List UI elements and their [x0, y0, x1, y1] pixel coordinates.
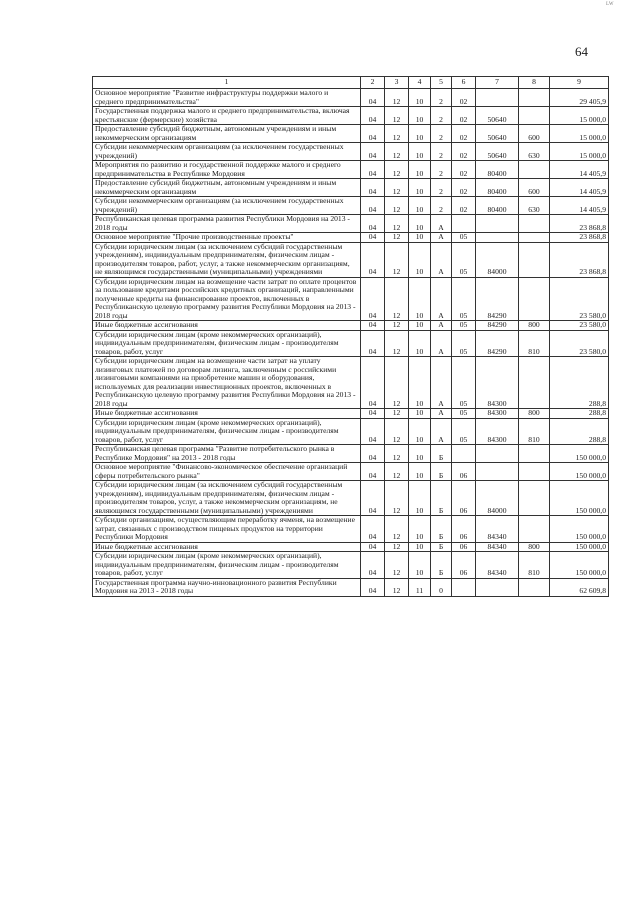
amount-cell: 62 609,8 [550, 578, 609, 596]
row-name-cell: Субсидии юридическим лицам (кроме некоммерческих организаций), индивидуальным предпринимателям, физическим лицам - производителям товаров, работ, услуг [93, 418, 361, 445]
row-name-cell: Основное мероприятие "Развитие инфраструктуры поддержки малого и среднего предпринимательства" [93, 89, 361, 107]
col5-code-cell: А [431, 242, 452, 277]
corner-mark: ᴸᵂ [606, 0, 614, 9]
col4-code-cell: 10 [409, 542, 431, 552]
col3-code-cell: 12 [385, 463, 409, 481]
table-row [93, 125, 609, 143]
col7-code-cell: 84290 [476, 330, 519, 357]
table-row [93, 463, 609, 481]
row-name-cell: Мероприятия по развитию и государственной поддержке малого и среднего предпринимательства в Республике Мордовия [93, 161, 361, 179]
col6-code-cell: 02 [452, 161, 476, 179]
col5-code-cell: 2 [431, 107, 452, 125]
col5-code-cell: 2 [431, 125, 452, 143]
table-row [93, 330, 609, 357]
amount-cell: 23 868,8 [550, 242, 609, 277]
col3-code-cell: 12 [385, 89, 409, 107]
col8-code-cell: 600 [519, 125, 550, 143]
column-header: 3 [385, 77, 409, 89]
col3-code-cell: 12 [385, 418, 409, 445]
col6-code-cell: 02 [452, 179, 476, 197]
col2-code-cell: 04 [361, 143, 385, 161]
budget-table [92, 76, 609, 597]
col8-code-cell: 810 [519, 418, 550, 445]
col2-code-cell: 04 [361, 516, 385, 543]
col8-code-cell [519, 357, 550, 409]
col6-code-cell: 02 [452, 89, 476, 107]
col4-code-cell: 10 [409, 409, 431, 419]
col2-code-cell: 04 [361, 233, 385, 243]
col8-code-cell: 800 [519, 321, 550, 331]
table-row [93, 321, 609, 331]
col2-code-cell: 04 [361, 125, 385, 143]
col3-code-cell: 12 [385, 321, 409, 331]
table-row [93, 578, 609, 596]
col2-code-cell: 04 [361, 161, 385, 179]
col7-code-cell [476, 233, 519, 243]
amount-cell: 150 000,0 [550, 481, 609, 516]
col7-code-cell: 84340 [476, 516, 519, 543]
table-row [93, 516, 609, 543]
page-number: 64 [575, 44, 588, 59]
col7-code-cell: 80400 [476, 179, 519, 197]
col5-code-cell: А [431, 215, 452, 233]
column-header: 2 [361, 77, 385, 89]
col3-code-cell: 12 [385, 242, 409, 277]
col6-code-cell: 06 [452, 516, 476, 543]
amount-cell: 288,8 [550, 418, 609, 445]
col4-code-cell: 10 [409, 481, 431, 516]
col8-code-cell [519, 463, 550, 481]
col8-code-cell [519, 445, 550, 463]
col5-code-cell: А [431, 418, 452, 445]
col8-code-cell [519, 89, 550, 107]
column-header: 8 [519, 77, 550, 89]
col4-code-cell: 10 [409, 125, 431, 143]
col4-code-cell: 10 [409, 179, 431, 197]
col7-code-cell: 84340 [476, 542, 519, 552]
col2-code-cell: 04 [361, 197, 385, 215]
table-row [93, 233, 609, 243]
col2-code-cell: 04 [361, 578, 385, 596]
col3-code-cell: 12 [385, 233, 409, 243]
col2-code-cell: 04 [361, 89, 385, 107]
column-header: 6 [452, 77, 476, 89]
col3-code-cell: 12 [385, 552, 409, 579]
amount-cell: 23 868,8 [550, 215, 609, 233]
col8-code-cell [519, 277, 550, 321]
header-row [93, 77, 609, 89]
col6-code-cell: 06 [452, 463, 476, 481]
amount-cell: 23 580,0 [550, 277, 609, 321]
col2-code-cell: 04 [361, 277, 385, 321]
amount-cell: 15 000,0 [550, 107, 609, 125]
table-row [93, 552, 609, 579]
col4-code-cell: 10 [409, 107, 431, 125]
row-name-cell: Субсидии юридическим лицам (за исключением субсидий государственным учреждениям), индивидуальным предпринимателям, физическим лицам - производителям товаров, работ, услуг, а также некоммерческим организациям, не являющимся государственными (муниципальными) учреждениями [93, 242, 361, 277]
row-name-cell: Субсидии юридическим лицам (кроме некоммерческих организаций), индивидуальным предпринимателям, физическим лицам - производителям товаров, работ, услуг [93, 330, 361, 357]
col4-code-cell: 10 [409, 357, 431, 409]
col3-code-cell: 12 [385, 179, 409, 197]
col3-code-cell: 12 [385, 357, 409, 409]
col3-code-cell: 12 [385, 481, 409, 516]
col2-code-cell: 04 [361, 242, 385, 277]
col8-code-cell [519, 107, 550, 125]
col8-code-cell [519, 242, 550, 277]
col8-code-cell: 600 [519, 179, 550, 197]
col2-code-cell: 04 [361, 330, 385, 357]
col2-code-cell: 04 [361, 409, 385, 419]
col4-code-cell: 10 [409, 215, 431, 233]
col8-code-cell: 800 [519, 542, 550, 552]
col7-code-cell: 50640 [476, 143, 519, 161]
col6-code-cell: 05 [452, 357, 476, 409]
amount-cell: 14 405,9 [550, 161, 609, 179]
col4-code-cell: 11 [409, 578, 431, 596]
col4-code-cell: 10 [409, 463, 431, 481]
amount-cell: 15 000,0 [550, 143, 609, 161]
table-row [93, 481, 609, 516]
col6-code-cell: 06 [452, 481, 476, 516]
col4-code-cell: 10 [409, 143, 431, 161]
col4-code-cell: 10 [409, 445, 431, 463]
col8-code-cell [519, 215, 550, 233]
col6-code-cell [452, 445, 476, 463]
col6-code-cell: 05 [452, 277, 476, 321]
col2-code-cell: 04 [361, 418, 385, 445]
col6-code-cell: 05 [452, 418, 476, 445]
col5-code-cell: Б [431, 552, 452, 579]
col2-code-cell: 04 [361, 357, 385, 409]
column-header: 9 [550, 77, 609, 89]
row-name-cell: Республиканская целевая программа "Развитие потребительского рынка в Республике Мордовия" на 2013 - 2018 годы [93, 445, 361, 463]
amount-cell: 150 000,0 [550, 445, 609, 463]
col6-code-cell: 02 [452, 107, 476, 125]
col7-code-cell: 84000 [476, 242, 519, 277]
col7-code-cell: 80400 [476, 197, 519, 215]
col8-code-cell [519, 233, 550, 243]
table-row [93, 107, 609, 125]
table-row [93, 418, 609, 445]
amount-cell: 23 580,0 [550, 330, 609, 357]
row-name-cell: Предоставление субсидий бюджетным, автономным учреждениям и иным некоммерческим организациям [93, 179, 361, 197]
row-name-cell: Субсидии юридическим лицам на возмещение части затрат на уплату лизинговых платежей по договорам лизинга, заключенным с российскими лизинговыми компаниями на приобретение машин и оборудования, используемых для реализации инвестиционных проектов, включенных в Республиканскую целевую программу развития Республики Мордовия на 2013 - 2018 годы [93, 357, 361, 409]
col7-code-cell: 50640 [476, 107, 519, 125]
col6-code-cell: 06 [452, 552, 476, 579]
row-name-cell: Субсидии юридическим лицам (за исключением субсидий государственным учреждениям), индивидуальным предпринимателям, физическим лицам - производителям товаров, услуг, а также некоммерческим организациям, не являющимся государственными (муниципальными) учреждениями [93, 481, 361, 516]
col3-code-cell: 12 [385, 516, 409, 543]
col7-code-cell [476, 463, 519, 481]
col3-code-cell: 12 [385, 197, 409, 215]
table-row [93, 179, 609, 197]
row-name-cell: Субсидии некоммерческим организациям (за исключением государственных учреждений) [93, 197, 361, 215]
col2-code-cell: 04 [361, 215, 385, 233]
column-header: 5 [431, 77, 452, 89]
col5-code-cell: А [431, 330, 452, 357]
table-row [93, 277, 609, 321]
amount-cell: 15 000,0 [550, 125, 609, 143]
col7-code-cell [476, 215, 519, 233]
col6-code-cell: 05 [452, 321, 476, 331]
col8-code-cell [519, 516, 550, 543]
col5-code-cell: Б [431, 481, 452, 516]
col5-code-cell: Б [431, 542, 452, 552]
col3-code-cell: 12 [385, 107, 409, 125]
row-name-cell: Иные бюджетные ассигнования [93, 321, 361, 331]
row-name-cell: Субсидии организациям, осуществляющим переработку ячменя, на возмещение затрат, связанных с производством пищевых продуктов на территории Республики Мордовия [93, 516, 361, 543]
col4-code-cell: 10 [409, 552, 431, 579]
col4-code-cell: 10 [409, 418, 431, 445]
table-row [93, 409, 609, 419]
col7-code-cell [476, 578, 519, 596]
table-row [93, 161, 609, 179]
col7-code-cell: 84340 [476, 552, 519, 579]
col3-code-cell: 12 [385, 143, 409, 161]
col5-code-cell: А [431, 277, 452, 321]
col5-code-cell: Б [431, 445, 452, 463]
col5-code-cell: 2 [431, 143, 452, 161]
table-body [93, 89, 609, 597]
table-row [93, 445, 609, 463]
row-name-cell: Субсидии некоммерческим организациям (за исключением государственных учреждений) [93, 143, 361, 161]
col7-code-cell: 84000 [476, 481, 519, 516]
col6-code-cell: 05 [452, 242, 476, 277]
row-name-cell: Государственная поддержка малого и среднего предпринимательства, включая крестьянские (фермерские) хозяйства [93, 107, 361, 125]
col3-code-cell: 12 [385, 409, 409, 419]
col7-code-cell: 84300 [476, 409, 519, 419]
row-name-cell: Государственная программа научно-инновационного развития Республики Мордовия на 2013 - 2018 годы [93, 578, 361, 596]
col5-code-cell: А [431, 233, 452, 243]
col6-code-cell [452, 215, 476, 233]
col5-code-cell: Б [431, 463, 452, 481]
table-row [93, 242, 609, 277]
col8-code-cell: 810 [519, 330, 550, 357]
amount-cell: 23 580,0 [550, 321, 609, 331]
amount-cell: 23 868,8 [550, 233, 609, 243]
col2-code-cell: 04 [361, 481, 385, 516]
col6-code-cell: 05 [452, 233, 476, 243]
table-row [93, 215, 609, 233]
col2-code-cell: 04 [361, 107, 385, 125]
col7-code-cell: 80400 [476, 161, 519, 179]
amount-cell: 288,8 [550, 409, 609, 419]
col7-code-cell: 84290 [476, 321, 519, 331]
col5-code-cell: 0 [431, 578, 452, 596]
col5-code-cell: 2 [431, 161, 452, 179]
col8-code-cell [519, 161, 550, 179]
column-header: 4 [409, 77, 431, 89]
row-name-cell: Иные бюджетные ассигнования [93, 542, 361, 552]
col4-code-cell: 10 [409, 233, 431, 243]
col2-code-cell: 04 [361, 179, 385, 197]
col2-code-cell: 04 [361, 542, 385, 552]
col5-code-cell: А [431, 357, 452, 409]
col3-code-cell: 12 [385, 542, 409, 552]
amount-cell: 288,8 [550, 357, 609, 409]
col5-code-cell: Б [431, 516, 452, 543]
col4-code-cell: 10 [409, 321, 431, 331]
col6-code-cell: 02 [452, 197, 476, 215]
col5-code-cell: А [431, 409, 452, 419]
col3-code-cell: 12 [385, 125, 409, 143]
col8-code-cell: 630 [519, 197, 550, 215]
col3-code-cell: 12 [385, 215, 409, 233]
col6-code-cell: 02 [452, 125, 476, 143]
col3-code-cell: 12 [385, 330, 409, 357]
col2-code-cell: 04 [361, 463, 385, 481]
col6-code-cell: 02 [452, 143, 476, 161]
col7-code-cell: 84300 [476, 418, 519, 445]
row-name-cell: Основное мероприятие "Прочие производственные проекты" [93, 233, 361, 243]
col7-code-cell [476, 445, 519, 463]
col4-code-cell: 10 [409, 277, 431, 321]
amount-cell: 29 405,9 [550, 89, 609, 107]
col8-code-cell: 810 [519, 552, 550, 579]
row-name-cell: Республиканская целевая программа развития Республики Мордовия на 2013 - 2018 годы [93, 215, 361, 233]
col4-code-cell: 10 [409, 242, 431, 277]
col4-code-cell: 10 [409, 89, 431, 107]
row-name-cell: Субсидии юридическим лицам на возмещение части затрат по оплате процентов за пользование кредитами российских кредитных организаций, направленными полученные кредиты на финансирование проектов, включенных в Республиканскую целевую программу развития Республики Мордовия на 2013 - 2018 годы [93, 277, 361, 321]
col5-code-cell: А [431, 321, 452, 331]
col3-code-cell: 12 [385, 161, 409, 179]
col6-code-cell: 05 [452, 330, 476, 357]
col8-code-cell [519, 481, 550, 516]
table-row [93, 542, 609, 552]
col5-code-cell: 2 [431, 89, 452, 107]
col6-code-cell [452, 578, 476, 596]
row-name-cell: Иные бюджетные ассигнования [93, 409, 361, 419]
col3-code-cell: 12 [385, 578, 409, 596]
col2-code-cell: 04 [361, 445, 385, 463]
col3-code-cell: 12 [385, 277, 409, 321]
col5-code-cell: 2 [431, 179, 452, 197]
column-header: 7 [476, 77, 519, 89]
col4-code-cell: 10 [409, 197, 431, 215]
column-header: 1 [93, 77, 361, 89]
col7-code-cell: 50640 [476, 125, 519, 143]
col2-code-cell: 04 [361, 552, 385, 579]
amount-cell: 150 000,0 [550, 552, 609, 579]
col6-code-cell: 05 [452, 409, 476, 419]
col2-code-cell: 04 [361, 321, 385, 331]
row-name-cell: Предоставление субсидий бюджетным, автономным учреждениям и иным некоммерческим организациям [93, 125, 361, 143]
col7-code-cell [476, 89, 519, 107]
col3-code-cell: 12 [385, 445, 409, 463]
table-row [93, 197, 609, 215]
col8-code-cell: 630 [519, 143, 550, 161]
col6-code-cell: 06 [452, 542, 476, 552]
amount-cell: 150 000,0 [550, 516, 609, 543]
amount-cell: 14 405,9 [550, 179, 609, 197]
amount-cell: 150 000,0 [550, 542, 609, 552]
col7-code-cell: 84300 [476, 357, 519, 409]
table-row [93, 143, 609, 161]
table-row [93, 89, 609, 107]
col4-code-cell: 10 [409, 161, 431, 179]
col4-code-cell: 10 [409, 330, 431, 357]
col5-code-cell: 2 [431, 197, 452, 215]
col4-code-cell: 10 [409, 516, 431, 543]
col8-code-cell [519, 578, 550, 596]
table-row [93, 357, 609, 409]
row-name-cell: Основное мероприятие "Финансово-экономическое обеспечение организаций сферы потребительского рынка" [93, 463, 361, 481]
amount-cell: 14 405,9 [550, 197, 609, 215]
col8-code-cell: 800 [519, 409, 550, 419]
row-name-cell: Субсидии юридическим лицам (кроме некоммерческих организаций), индивидуальным предпринимателям, физическим лицам - производителям товаров, работ, услуг [93, 552, 361, 579]
col7-code-cell: 84290 [476, 277, 519, 321]
amount-cell: 150 000,0 [550, 463, 609, 481]
